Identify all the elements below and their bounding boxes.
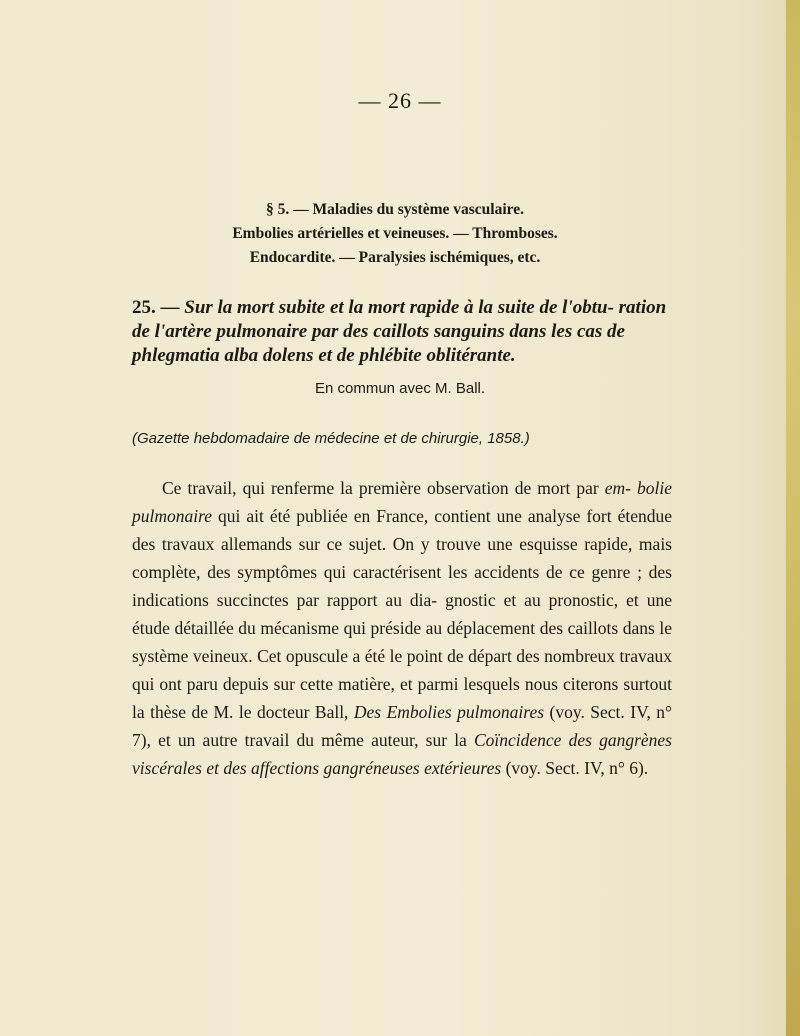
article-title [132, 296, 672, 368]
page-number: — 26 — [358, 88, 442, 113]
section-heading-line-3: Endocardite. — Paralysies ischémiques, etc. [249, 249, 541, 266]
section-heading-line-1: § 5. — Maladies du système vasculaire. [265, 201, 525, 218]
publication-source: (Gazette hebdomadaire de médecine et de chirurgie, 1858.) [132, 430, 530, 447]
body-text-2: qui ait été publiée en France, contient une analyse fort étendue des travaux allemands sur ce sujet. On y trouve une esquisse rapide, mais complète, des symptômes qui caractérisent les accidents de ce genre ; des indications succinctes par rapport au dia- gnostic et au pronostic, et une étude détaillée du mécanisme qui préside au déplacement des caillots dans le système veineux. Cet opuscule a été le point de départ des nombreux travaux qui ont paru depuis sur cette matière, et parmi lesquels nous citerons surtout la thèse de M. le docteur Ball, [132, 506, 673, 722]
body-emphasis-1: em- bolie pulmonaire [132, 478, 673, 526]
collaboration-note: En commun avec M. Ball. [314, 380, 486, 397]
section-heading-line-2: Embolies artérielles et veineuses. — Thromboses. [232, 225, 558, 242]
article-title-text: Sur la mort subite et la mort rapide à la suite de l'obtu- ration de l'artère pulmonaire par des caillots sanguins dans les cas de phlegmatia alba dolens et de phlébite oblitérante. [132, 297, 667, 366]
body-text-1: Ce travail, qui renferme la première observation de mort par [162, 478, 599, 498]
section-heading [140, 198, 650, 270]
body-text-3: (voy. Sect. IV, n° 7), et un autre travail du même auteur, sur la [132, 702, 673, 750]
body-paragraph [132, 474, 672, 782]
page-edge [786, 0, 800, 1036]
body-emphasis-3: Coïncidence des gangrènes viscérales et des affections gangréneuses extérieures [132, 730, 672, 778]
body-emphasis-2: Des Embolies pulmonaires [353, 702, 545, 722]
article-number: 25. — [132, 297, 180, 318]
article-body [132, 474, 672, 782]
body-text-4: (voy. Sect. IV, n° 6). [505, 758, 649, 778]
